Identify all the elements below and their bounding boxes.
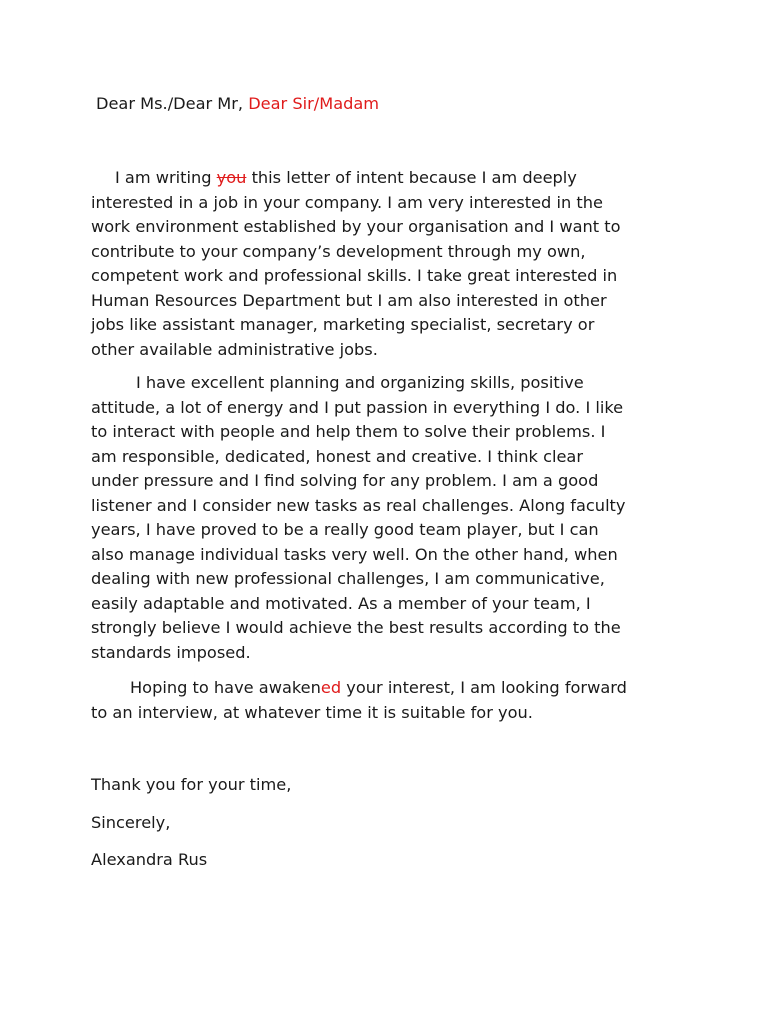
paragraph-line: Human Resources Department but I am also interested in other (91, 290, 607, 310)
paragraph-line: am responsible, dedicated, honest and creative. I think clear (91, 446, 584, 466)
paragraph-line: easily adaptable and motivated. As a member of your team, I (91, 593, 591, 613)
paragraph-line: standards imposed. (91, 642, 251, 662)
paragraph-line: to an interview, at whatever time it is suitable for you. (91, 702, 533, 722)
paragraph-line: interested in a job in your company. I am very interested in the (91, 192, 603, 212)
paragraph-line: also manage individual tasks very well. On the other hand, when (91, 544, 618, 564)
paragraph-skills (91, 371, 691, 665)
struck-word: you (216, 168, 247, 187)
paragraph-line: years, I have proved to be a really good team player, but I can (91, 520, 599, 539)
text-segment: Hoping to have awaken (130, 678, 321, 697)
thanks-line: Thank you for your time, (91, 775, 292, 794)
salutation (96, 93, 379, 115)
salutation-correction: Dear Sir/Madam (248, 94, 380, 113)
paragraph-closing (91, 676, 691, 725)
text-segment: this letter of intent because I am deeply (246, 168, 577, 187)
inserted-suffix: ed (320, 678, 342, 697)
paragraph-line: attitude, a lot of energy and I put passion in everything I do. I like (91, 397, 624, 417)
paragraph-line (91, 676, 691, 701)
paragraph-line: contribute to your company’s development through my own, (91, 241, 586, 261)
valediction: Sincerely, (91, 813, 171, 832)
paragraph-line (91, 371, 691, 396)
paragraph-line: other available administrative jobs. (91, 339, 378, 359)
paragraph-line: under pressure and I find solving for any problem. I am a good (91, 471, 599, 490)
signature-name: Alexandra Rus (91, 850, 208, 869)
paragraph-line: strongly believe I would achieve the best results according to the (91, 618, 621, 637)
paragraph-line: competent work and professional skills. I take great interested in (91, 266, 618, 285)
salutation-original: Dear Ms./Dear Mr, (96, 94, 249, 113)
paragraph-line: work environment established by your organisation and I want to (91, 217, 621, 236)
text-segment: I have excellent planning and organizing skills, positive (136, 373, 584, 392)
paragraph-line: listener and I consider new tasks as real challenges. Along faculty (91, 495, 626, 515)
paragraph-line: jobs like assistant manager, marketing specialist, secretary or (91, 315, 595, 334)
paragraph-line (91, 166, 691, 191)
paragraph-line: dealing with new professional challenges, I am communicative, (91, 569, 605, 588)
paragraph-line: to interact with people and help them to solve their problems. I (91, 422, 606, 441)
text-segment: your interest, I am looking forward (341, 678, 627, 697)
paragraph-intent (91, 166, 691, 362)
text-segment: I am writing (115, 168, 217, 187)
